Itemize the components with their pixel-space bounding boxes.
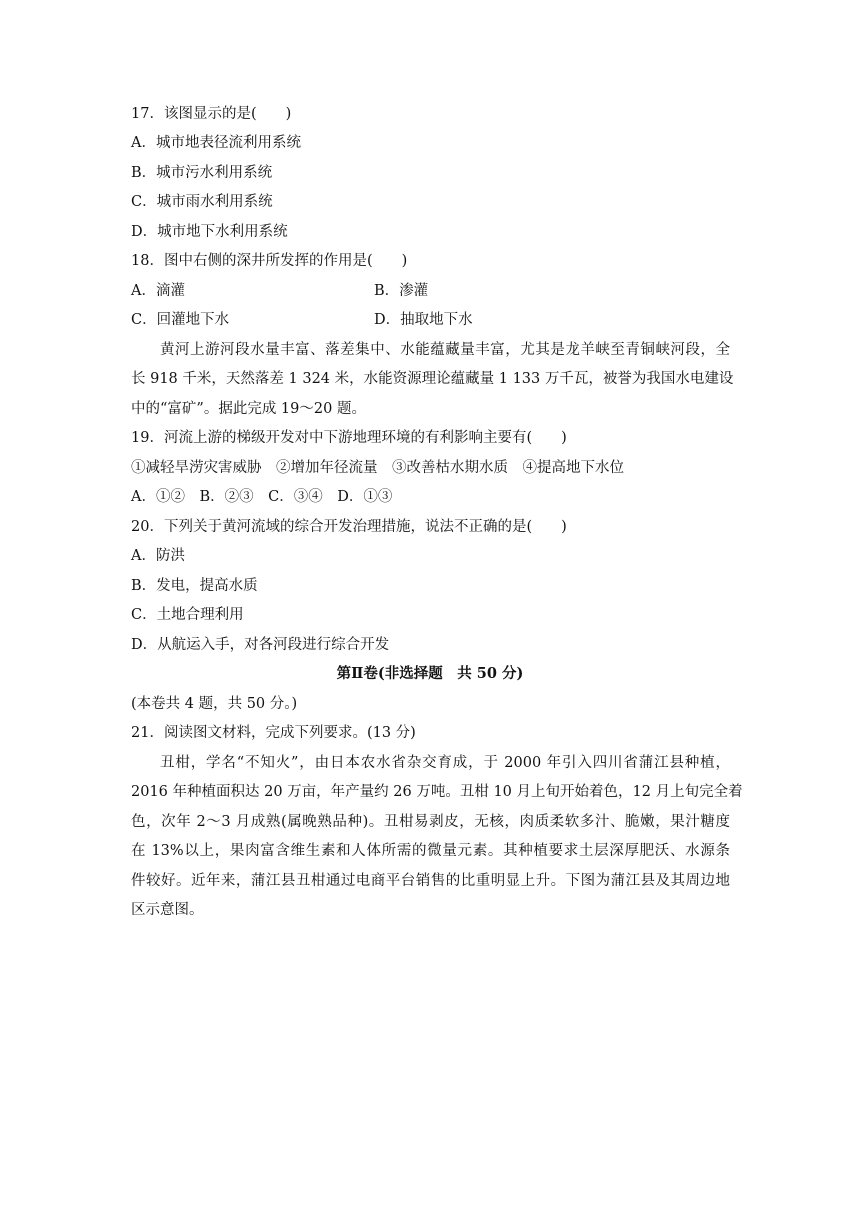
q17-stem: 17．该图显示的是( ) [131, 106, 292, 122]
q21-passage-line: 在 13%以上，果肉富含维生素和人体所需的微量元素。其种植要求土层深厚肥沃、水源条 [131, 843, 730, 859]
q21-passage-line: 色，次年 2～3 月成熟(属晚熟品种)。丑柑易剥皮，无核，肉质柔软多汁、脆嫩，果汁糖度 [131, 814, 730, 830]
q18-stem: 18．图中右侧的深井所发挥的作用是( ) [131, 253, 408, 269]
q17-option-d: D．城市地下水利用系统 [131, 224, 288, 240]
q21-passage-line: 区示意图。 [131, 902, 204, 918]
q18-option-c: C．回灌地下水 [131, 312, 230, 328]
q18-option-a: A．滴灌 [131, 283, 185, 299]
q21-passage-line: 件较好。近年来，蒲江县丑柑通过电商平台销售的比重明显上升。下图为蒲江县及其周边地 [131, 873, 730, 889]
passage1-line: 黄河上游河段水量丰富、落差集中、水能蕴藏量丰富，尤其是龙羊峡至青铜峡河段，全 [160, 342, 730, 358]
section2-note: (本卷共 4 题，共 50 分。) [131, 696, 298, 712]
q20-option-d: D．从航运入手，对各河段进行综合开发 [131, 637, 390, 653]
q21-passage-line: 丑柑，学名“不知火”，由日本农水省杂交育成，于 2000 年引入四川省蒲江县种植， [160, 755, 730, 771]
q17-option-b: B．城市污水利用系统 [131, 165, 273, 181]
q20-stem: 20．下列关于黄河流域的综合开发治理措施，说法不正确的是( ) [131, 519, 567, 535]
q20-option-c: C．土地合理利用 [131, 607, 244, 623]
q21-stem: 21．阅读图文材料，完成下列要求。(13 分) [131, 725, 416, 741]
q19-items: ①减轻旱涝灾害威胁 ②增加年径流量 ③改善枯水期水质 ④提高地下水位 [131, 460, 624, 476]
q17-option-c: C．城市雨水利用系统 [131, 194, 273, 210]
q19-options: A．①② B．②③ C．③④ D．①③ [131, 489, 393, 505]
q17-option-a: A．城市地表径流利用系统 [131, 135, 301, 151]
q18-option-b: B．渗灌 [374, 283, 429, 299]
q21-passage-line: 2016 年种植面积达 20 万亩，年产量约 26 万吨。丑柑 10 月上旬开始着色，12 月上旬完全着 [131, 784, 743, 800]
passage1-line: 中的“富矿”。据此完成 19～20 题。 [131, 401, 366, 417]
section2-title: 第Ⅱ卷(非选择题 共 50 分) [336, 665, 524, 682]
passage1-line: 长 918 千米，天然落差 1 324 米，水能资源理论蕴藏量 1 133 万千瓦，被誉为我国水电建设 [131, 371, 734, 387]
q20-option-a: A．防洪 [131, 548, 185, 564]
q18-option-d: D．抽取地下水 [374, 312, 473, 328]
q19-stem: 19．河流上游的梯级开发对中下游地理环境的有利影响主要有( ) [131, 430, 567, 446]
q20-option-b: B．发电，提高水质 [131, 578, 258, 594]
